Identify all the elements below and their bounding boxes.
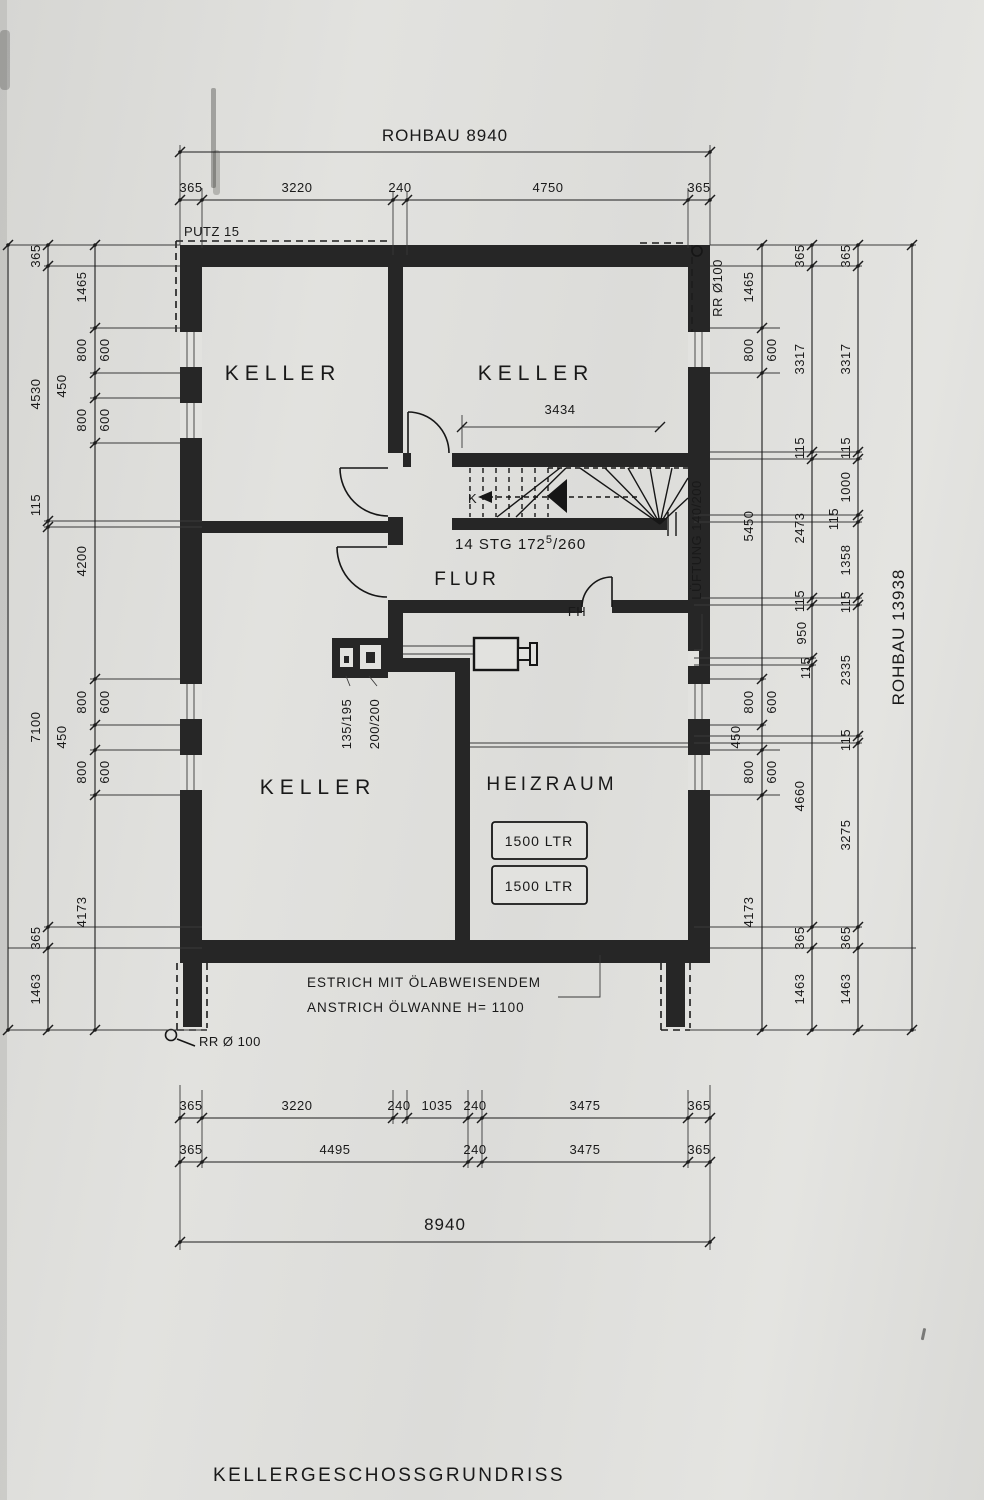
- chimney-flue-small-label: 135/195: [339, 698, 354, 750]
- left-outer-chain-labels: [28, 244, 43, 1004]
- right-a-600-labels: [764, 338, 779, 783]
- dim-value: 1463: [838, 973, 853, 1005]
- dim-value: 450: [728, 725, 743, 749]
- dim-value: 7100: [28, 711, 43, 743]
- stair-count-sup: 5: [545, 534, 554, 546]
- wall-stair-stringer: [452, 518, 667, 530]
- tank1-label: 1500 LTR: [504, 833, 574, 849]
- dim-chain-rohbau-right: [907, 240, 917, 1035]
- dim-value: 1000: [838, 471, 853, 503]
- stair-walkline-letter: K: [468, 491, 478, 506]
- estrich-note-line1: ESTRICH MIT ÖLABWEISENDEM: [307, 975, 542, 990]
- dim-value: 115: [826, 507, 841, 531]
- stair-width-dimension: [457, 415, 665, 448]
- dim-value: 115: [792, 589, 807, 613]
- dim-value: 2473: [792, 512, 807, 544]
- wall-flur-bottom-left: [403, 600, 582, 613]
- dim-value: 600: [764, 338, 779, 362]
- wall-stub-landing: [403, 453, 411, 467]
- stair-count-suffix: /260: [553, 536, 587, 553]
- dim-value: 365: [687, 1098, 711, 1113]
- drawing-title: KELLERGESCHOSSGRUNDRISS: [213, 1465, 566, 1486]
- putz-label: PUTZ 15: [184, 224, 240, 239]
- stair-walkline-arrow: [478, 491, 492, 503]
- dim-value: 3475: [569, 1142, 601, 1157]
- estrich-note-line2: ANSTRICH ÖLWANNE H= 1100: [307, 1000, 525, 1015]
- dim-value: 365: [179, 1098, 203, 1113]
- dim-value: 1463: [28, 973, 43, 1005]
- vent-opening: [688, 651, 699, 666]
- dim-value: 600: [97, 338, 112, 362]
- wall-stub-bottom-right: [666, 963, 685, 1027]
- window-right-3: [688, 750, 710, 795]
- dim-value: 600: [764, 690, 779, 714]
- rohbau-right-label: ROHBAU 13938: [889, 568, 908, 706]
- dim-value: 600: [97, 760, 112, 784]
- dim-value: 1465: [741, 271, 756, 303]
- window-left-1: [180, 327, 202, 372]
- heizraum-boundary-line: [470, 743, 688, 747]
- dim-value: 1465: [74, 271, 89, 303]
- dim-value: 3220: [281, 1098, 313, 1113]
- wall-partition-pier1: [388, 517, 403, 545]
- dim-value: 115: [838, 728, 853, 752]
- bottom-chain2-labels: [179, 1142, 710, 1157]
- dim-value: 800: [74, 338, 89, 362]
- dim-value: 4200: [74, 545, 89, 577]
- wall-stair-top: [452, 453, 688, 467]
- dim-value: 1358: [838, 544, 853, 576]
- stair-risers-dashed: [470, 468, 688, 517]
- door-fh: [582, 577, 612, 607]
- dim-value: 600: [97, 408, 112, 432]
- dim-value: 800: [74, 760, 89, 784]
- dim-value: 800: [74, 690, 89, 714]
- dim-value: 115: [838, 590, 853, 614]
- dim-value: 4530: [28, 378, 43, 410]
- dim-chain-top: [175, 195, 715, 205]
- room-label-keller-bottom-left: KELLER: [259, 776, 377, 799]
- dim-value: 800: [741, 760, 756, 784]
- dim-value: 115: [798, 656, 813, 680]
- dim-value: 800: [74, 408, 89, 432]
- door-upper-left-keller: [340, 468, 388, 516]
- right-chain-a-labels: [728, 272, 756, 928]
- dim-value: 450: [54, 374, 69, 398]
- room-label-heizraum: HEIZRAUM: [486, 774, 618, 795]
- chimney: [332, 638, 388, 686]
- dim-value: 240: [388, 180, 412, 195]
- dim-chain-left-outer: [43, 240, 53, 1035]
- dim-value: 5450: [741, 510, 756, 542]
- dim-value: 240: [463, 1142, 487, 1157]
- rainpipe-top-label: RR Ø100: [710, 259, 725, 317]
- dim-value: 2335: [838, 654, 853, 686]
- dim-value: 950: [794, 621, 809, 645]
- bottom-total-label: 8940: [424, 1215, 466, 1234]
- dim-value: 600: [764, 760, 779, 784]
- stair-count-prefix: 14 STG 172: [455, 536, 546, 553]
- chimney-flue-large-label: 200/200: [367, 698, 382, 750]
- dim-value: 1463: [792, 973, 807, 1005]
- wall-flur-bottom-right: [612, 600, 688, 613]
- dim-value: 240: [463, 1098, 487, 1113]
- dim-chain-right-c: [853, 240, 863, 1035]
- dim-value: 365: [792, 926, 807, 950]
- right-chain-b-labels: [792, 244, 813, 1004]
- dim-value: 115: [792, 436, 807, 460]
- wall-keller-tl-bottom: [202, 521, 388, 533]
- wall-partition-pier2: [388, 600, 403, 613]
- dim-value: 3317: [792, 343, 807, 375]
- witness-lines-left: [8, 245, 207, 1030]
- door-upper-right-keller: [408, 412, 449, 453]
- rainpipe-bottom-circle: [166, 1030, 177, 1041]
- dim-value: 365: [179, 1142, 203, 1157]
- dim-value: 365: [792, 244, 807, 268]
- rohbau-top-label: ROHBAU 8940: [381, 126, 509, 145]
- dim-value: 3317: [838, 343, 853, 375]
- rainpipe-bottom-label: RR Ø 100: [199, 1034, 261, 1049]
- wall-stub-bottom-left: [183, 963, 202, 1027]
- dim-chain-rohbau-top: [175, 147, 715, 157]
- dim-value: 4173: [741, 896, 756, 928]
- dim-value: 365: [687, 1142, 711, 1157]
- dim-value: 800: [741, 690, 756, 714]
- window-right-1: [688, 327, 710, 372]
- dim-value: 115: [28, 493, 43, 517]
- room-label-keller-top-right: KELLER: [477, 362, 595, 385]
- dim-value: 4750: [532, 180, 564, 195]
- bottom-chain1-labels: [179, 1098, 710, 1113]
- vent-label: LÜFTUNG 140/200: [689, 480, 704, 600]
- wall-exterior-bottom: [180, 940, 710, 963]
- window-left-2: [180, 398, 202, 443]
- dim-value: 4495: [319, 1142, 351, 1157]
- stair-count-label: [455, 534, 586, 553]
- right-chain-c-labels: [826, 244, 853, 1004]
- staircase: [470, 468, 688, 524]
- dim-value: 800: [741, 338, 756, 362]
- wall-partition-upper: [388, 267, 403, 453]
- dim-value: 365: [687, 180, 711, 195]
- fh-door-label: FH: [567, 604, 587, 619]
- top-chain-labels: [179, 180, 710, 195]
- tank2-label: 1500 LTR: [504, 878, 574, 894]
- window-left-4: [180, 750, 202, 795]
- dim-value: 4660: [792, 780, 807, 812]
- stair-width-value: 3434: [544, 402, 576, 417]
- dim-value: 3220: [281, 180, 313, 195]
- dim-value: 240: [387, 1098, 411, 1113]
- left-inner-chain-labels: [54, 272, 89, 928]
- room-label-keller-top-left: KELLER: [224, 362, 342, 385]
- dim-value: 115: [838, 436, 853, 460]
- window-right-2: [688, 679, 710, 724]
- dim-value: 600: [97, 690, 112, 714]
- dim-chain-bottom-1: [175, 1113, 715, 1123]
- dim-value: 450: [54, 725, 69, 749]
- left-600-labels: [97, 338, 112, 783]
- wall-exterior-top: [180, 245, 710, 267]
- wall-partition-heizraum: [455, 658, 470, 940]
- door-lower-left-keller: [337, 547, 387, 597]
- dim-value: 365: [28, 244, 43, 268]
- dim-value: 365: [179, 180, 203, 195]
- dim-value: 365: [838, 244, 853, 268]
- dim-chain-bottom-total: [175, 1237, 715, 1247]
- dim-value: 365: [28, 926, 43, 950]
- dim-chain-bottom-2: [175, 1157, 715, 1167]
- dim-value: 365: [838, 926, 853, 950]
- dim-value: 1035: [421, 1098, 453, 1113]
- room-label-flur: FLUR: [434, 569, 500, 590]
- dim-value: 3475: [569, 1098, 601, 1113]
- windows: [180, 327, 710, 795]
- dim-value: 4173: [74, 896, 89, 928]
- dim-value: 3275: [838, 819, 853, 851]
- stair-winders: [580, 468, 688, 524]
- rainpipe-bottom-leader: [177, 1039, 195, 1046]
- window-left-3: [180, 679, 202, 724]
